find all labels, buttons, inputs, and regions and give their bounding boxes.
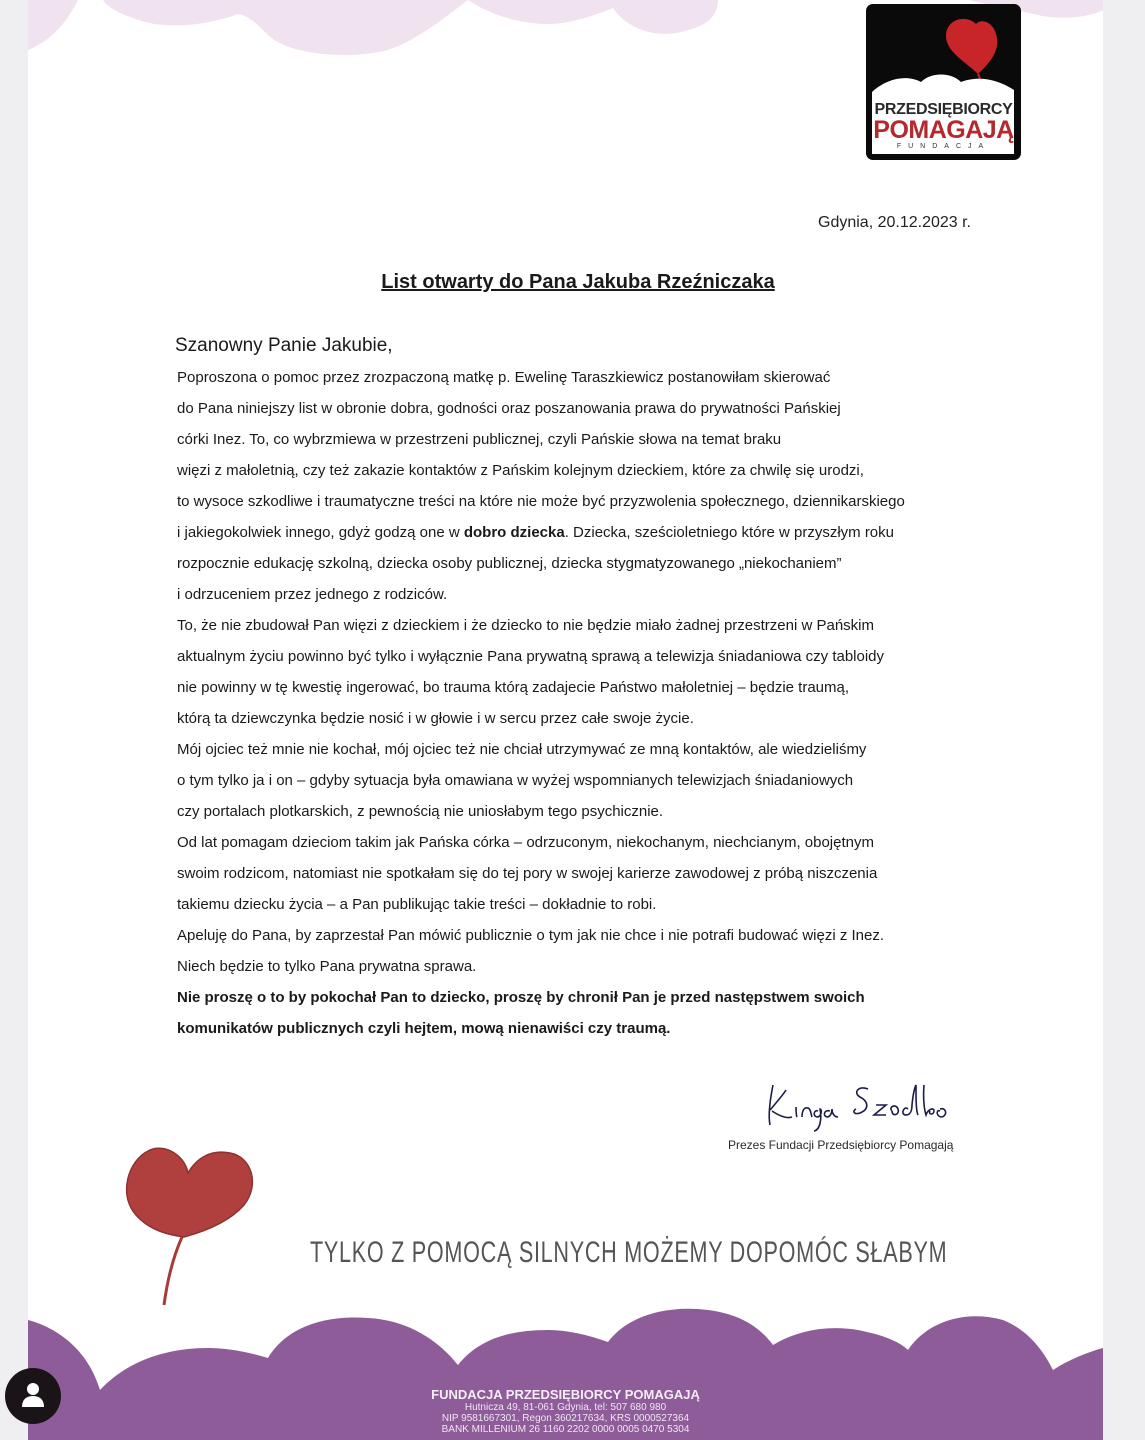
- footer-title: FUNDACJA PRZEDSIĘBIORCY POMAGAJĄ: [431, 1387, 700, 1402]
- body-line: więzi z małoletnią, czy też zakazie kontaktów z Pańskim kolejnym dzieckiem, które za chwilę się urodzi,: [177, 462, 864, 479]
- body-line: czy portalach plotkarskich, z pewnością nie uniosłabym tego psychicznie.: [177, 803, 664, 820]
- body-line: rozpocznie edukację szkolną, dziecka osoby publicznej, dziecka stygmatyzowanego „niekochaniem”: [177, 555, 842, 572]
- body-line-bold: komunikatów publicznych czyli hejtem, mową nienawiści czy traumą.: [177, 1020, 671, 1037]
- person-icon: [21, 1382, 45, 1408]
- foundation-motto: TYLKO Z POMOCĄ SILNYCH MOŻEMY DOPOMÓC SŁABYM: [310, 1236, 948, 1269]
- body-line: Mój ojciec też mnie nie kochał, mój ojciec też nie chciał utrzymywać ze mną kontaktów, ale wiedzieliśmy: [177, 741, 867, 758]
- body-line: i jakiegokolwiek innego, gdyż godzą one w dobro dziecka. Dziecka, sześcioletniego które w przyszłym roku: [177, 524, 894, 541]
- body-line: Poproszona o pomoc przez zrozpaczoną matkę p. Ewelinę Taraszkiewicz postanowiłam skierować: [177, 369, 831, 386]
- body-line: Apeluję do Pana, by zaprzestał Pan mówić publicznie o tym jak nie chce i nie potrafi budować więzi z Inez.: [177, 927, 885, 944]
- footer-address: Hutnicza 49, 81-061 Gdynia, tel: 507 680 980: [464, 1402, 667, 1413]
- body-line: nie powinny w tę kwestię ingerować, bo trauma którą zadajecie Państwo małoletniej – będzie traumą,: [177, 679, 850, 696]
- logo-heart-icon: [946, 19, 997, 74]
- body-line: do Pana niniejszy list w obronie dobra, godności oraz poszanowania prawa do prywatności Pańskiej: [177, 400, 841, 417]
- body-line: Od lat pomagam dzieciom takim jak Pańska córka – odrzuconym, niekochanym, niechcianym, obojętnym: [177, 834, 874, 851]
- heart-balloon-icon: [118, 1135, 268, 1305]
- letter-page: [28, 0, 1103, 1440]
- body-line-bold: Nie proszę o to by pokochał Pan to dziecko, proszę by chronił Pan je przed następstwem swoich: [177, 989, 865, 1006]
- footer-ids: NIP 9581667301, Regon 360217634, KRS 0000527364: [441, 1413, 690, 1424]
- profile-button[interactable]: [5, 1368, 61, 1424]
- signature-caption: Prezes Fundacji Przedsiębiorcy Pomagają: [728, 1138, 954, 1152]
- letter-salutation: Szanowny Panie Jakubie,: [175, 335, 393, 356]
- body-line: i odrzuceniem przez jednego z rodziców.: [177, 586, 448, 603]
- foundation-logo: [866, 4, 1021, 160]
- footer-bank: BANK MILLENIUM 26 1160 2202 0000 0005 0470 5304: [441, 1424, 690, 1435]
- body-line: To, że nie zbudował Pan więzi z dzieckiem i że dziecko to nie będzie miało żadnej przestrzeni w Pańskim: [177, 617, 874, 634]
- logo-line-1: PRZEDSIĘBIORCY: [874, 101, 1013, 118]
- body-line: Niech będzie to tylko Pana prywatna sprawa.: [177, 958, 477, 975]
- footer: [28, 1388, 1103, 1435]
- body-line: takiemu dziecku życia – a Pan publikując takie treści – dokładnie to robi.: [177, 896, 657, 913]
- body-line: o tym tylko ja i on – gdyby sytuacja była omawiana w wyżej wspomnianych telewizjach śniadaniowych: [177, 772, 854, 789]
- logo-line-3: FUNDACJA: [896, 143, 991, 150]
- letter-title: List otwarty do Pana Jakuba Rzeźniczaka: [381, 271, 775, 293]
- signature: [758, 1075, 968, 1135]
- letter-date: Gdynia, 20.12.2023 r.: [818, 214, 971, 231]
- body-line: swoim rodzicom, natomiast nie spotkałam się do tej pory w swojej karierze zawodowej z próbą niszczenia: [177, 865, 878, 882]
- body-line: aktualnym życiu powinno być tylko i wyłącznie Pana prywatną sprawą a telewizja śniadaniowa czy tabloidy: [177, 648, 885, 665]
- letter-body: [177, 362, 1007, 1044]
- body-line: to wysoce szkodliwe i traumatyczne treści na które nie może być przyzwolenia społecznego, dziennikarskiego: [177, 493, 905, 510]
- body-line: córki Inez. To, co wybrzmiewa w przestrzeni publicznej, czyli Pańskie słowa na temat braku: [177, 431, 782, 448]
- logo-line-2: POMAGAJĄ: [873, 116, 1014, 144]
- emphasis-text: dobro dziecka: [463, 524, 565, 541]
- body-line: którą ta dziewczynka będzie nosić i w głowie i w sercu przez całe swoje życie.: [177, 710, 694, 727]
